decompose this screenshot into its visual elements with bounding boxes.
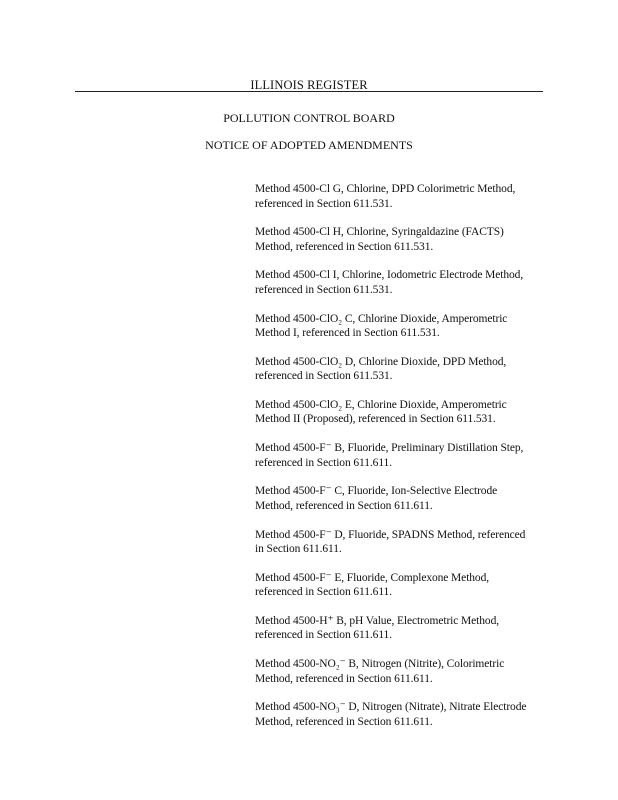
method-entry: [255, 614, 555, 657]
board-title: POLLUTION CONTROL BOARD: [223, 111, 395, 125]
method-entry: [255, 312, 555, 355]
method-entry: [255, 528, 555, 571]
method-entry-line-1: Method 4500-ClO₂ C, Chlorine Dioxide, Amperometric: [255, 312, 508, 325]
method-entry-line-2: in Section 611.611.: [255, 543, 342, 555]
method-entry-line-2: referenced in Section 611.611.: [255, 629, 392, 642]
method-entry: [255, 441, 555, 484]
method-entry-line-1: Method 4500-ClO₂ E, Chlorine Dioxide, Amperometric: [255, 398, 507, 411]
method-entry-line-2: Method, referenced in Section 611.531.: [255, 240, 434, 253]
method-entry-line-1: Method 4500-ClO₂ D, Chlorine Dioxide, DPD Method,: [255, 355, 507, 368]
method-entry: [255, 571, 555, 614]
method-entry-line-2: Method, referenced in Section 611.611.: [255, 499, 433, 512]
method-entry-line-1: Method 4500-NO₃⁻ D, Nitrogen (Nitrate), Nitrate Electrode: [255, 701, 527, 714]
method-entry-line-2: referenced in Section 611.611.: [255, 456, 392, 469]
method-entry-line-1: Method 4500-F⁻ E, Fluoride, Complexone Method,: [255, 571, 490, 584]
method-entry-line-2: Method, referenced in Section 611.611.: [255, 715, 433, 728]
method-entry-line-2: Method II (Proposed), referenced in Section 611.531.: [255, 413, 496, 426]
method-entry: [255, 182, 555, 225]
method-entry: [255, 398, 555, 441]
header-rule: [75, 91, 543, 92]
method-list: [255, 182, 555, 743]
method-entry-line-1: Method 4500-Cl G, Chlorine, DPD Colorimetric Method,: [255, 183, 516, 195]
notice-title: NOTICE OF ADOPTED AMENDMENTS: [205, 138, 413, 152]
method-entry: [255, 268, 555, 311]
method-entry: [255, 484, 555, 527]
method-entry-line-1: Method 4500-F⁻ B, Fluoride, Preliminary Distillation Step,: [255, 442, 524, 455]
method-entry-line-2: referenced in Section 611.531.: [255, 370, 393, 383]
method-entry-line-2: referenced in Section 611.531.: [255, 283, 393, 296]
method-entry-line-1: Method 4500-F⁻ C, Fluoride, Ion-Selective Electrode: [255, 485, 498, 498]
method-entry-line-1: Method 4500-H⁺ B, pH Value, Electrometric Method,: [255, 614, 500, 627]
method-entry-line-2: referenced in Section 611.531.: [255, 197, 393, 210]
register-title: ILLINOIS REGISTER: [250, 78, 368, 92]
method-entry-line-2: referenced in Section 611.611.: [255, 586, 392, 599]
method-entry: [255, 225, 555, 268]
method-entry: [255, 657, 555, 700]
method-entry-line-2: Method, referenced in Section 611.611.: [255, 672, 433, 685]
method-entry-line-1: Method 4500-NO₂⁻ B, Nitrogen (Nitrite), Colorimetric: [255, 658, 505, 671]
method-entry: [255, 700, 555, 743]
method-entry-line-2: Method I, referenced in Section 611.531.: [255, 327, 440, 340]
method-entry-line-1: Method 4500-F⁻ D, Fluoride, SPADNS Method, referenced: [255, 528, 526, 541]
method-entry-line-1: Method 4500-Cl I, Chlorine, Iodometric Electrode Method,: [255, 269, 524, 282]
method-entry: [255, 355, 555, 398]
method-entry-line-1: Method 4500-Cl H, Chlorine, Syringaldazine (FACTS): [255, 226, 504, 239]
